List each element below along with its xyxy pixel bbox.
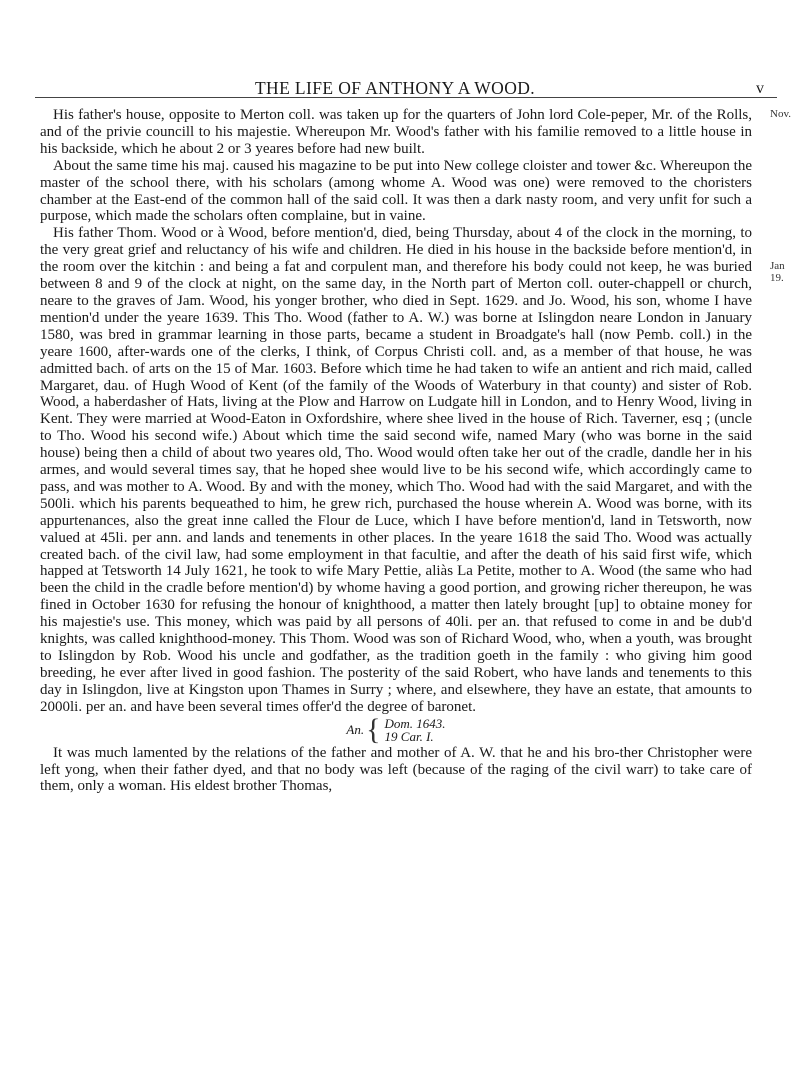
header-rule bbox=[35, 97, 777, 98]
margin-note-nov: Nov. bbox=[770, 108, 791, 120]
paragraph: It was much lamented by the relations of the father and mother of A. W. that he and his bro-ther Christopher were left yong, when their father dyed, and that no body was left (because of the raging of the civil warr) to take care of them, only a woman. His eldest brother Thomas, bbox=[40, 744, 752, 795]
body-text bbox=[40, 107, 752, 795]
running-title: THE LIFE OF ANTHONY A WOOD. bbox=[254, 78, 536, 98]
margin-note-jan: Jan 19. bbox=[770, 260, 785, 284]
year-heading-dom: Dom. 1643. bbox=[384, 715, 446, 731]
paragraph: His father Thom. Wood or à Wood, before mention'd, died, being Thursday, about 4 of the clock in the morning, to the very great grief and reluctancy of his wife and children. He died in his house in the backside before mention'd, in the room over the kitchin : and being a fat and corpulent man, and therefore his body could not keep, he was buried between 8 and 9 of the clock at night, on the same day, in the North part of Merton coll. outer-chappell or church, neare to the graves of Jam. Wood, his yonger brother, who died in Sept. 1629. and Jo. Wood, his son, whome I have mention'd under the yeare 1639. This Tho. Wood (father to A. W.) was borne at Islingdon neare London in January 1580, was bred in grammar learning in those parts, became a student in Broadgate's hall (now Pemb. coll.) in the yeare 1600, after-wards one of the clerks, I think, of Corpus Christi coll. and, as a member of that house, he was admitted bach. of arts on the 15 of Mar. 1603. Before which time he had taken to wife an antient and rich maid, called Margaret, dau. of Hugh Wood of Kent (of the family of the Woods of Waterbury in that county) and sister of Rob. Wood, a haberdasher of Hats, living at the Plow and Harrow on Ludgate hill in London, and to Henry Wood, living in Kent. They were married at Wood-Eaton in Oxfordshire, where shee lived in the house of Rich. Taverner, esq ; (uncle to Tho. Wood his second wife.) About which time the said second wife, named Mary (who was borne in the said house) being then a child of about two yeares old, Tho. Wood would often take her out of the cradle, dandle her in his armes, and would several times say, that he hoped shee would live to be his second wife, which accordingly came to pass, and was mother to A. Wood. By and with the money, which Tho. Wood had with the said Margaret, and with the 500li. which his parents bequeathed to him, he grew rich, purchased the house wherein A. Wood was borne, with its appurtenances, also the great inne called the Flour de Luce, which I have before mention'd, land in Tetsworth, now valued at 45li. per ann. and lands and tenements in other places. In the yeare 1618 the said Tho. Wood was actually created bach. of the civil law, had some employment in that facultie, and after the death of his said first wife, which happed at Tetsworth 14 July 1621, he took to wife Mary Pettie, aliàs La Petite, mother to A. Wood (the same who had been the child in the cradle before mention'd) by whome having a good portion, and growing richer thereupon, he was fined in October 1630 for refusing the honour of knighthood, a matter then lately brought [up] to obtaine money for his majestie's use. This money, which was paid by all persons of 40li. per an. that refused to come in and be dub'd knights, was called knighthood-money. This Thom. Wood was son of Richard Wood, who, when a youth, was brought to Islingdon by Rob. Wood his uncle and godfather, as the tradition goeth in the family : who giving him good breeding, he ever after lived in good fashion. The posterity of the said Robert, who have lands and tenements to this day in Islingdon, live at Kingston upon Thames in Surry ; where, and elsewhere, they have an estate, that amounts to 2000li. per an. and have been several times offer'd the degree of baronet. bbox=[40, 225, 752, 715]
year-heading-car: 19 Car. I. bbox=[384, 728, 434, 744]
year-heading-label: An. bbox=[346, 722, 365, 738]
year-heading-lines bbox=[385, 717, 446, 743]
year-heading bbox=[40, 712, 752, 746]
brace-icon: { bbox=[366, 712, 381, 746]
paragraph: About the same time his maj. caused his magazine to be put into New college cloister and tower &c. Whereupon the master of the school there, with his scholars (among whome A. Wood was one) were removed to the choristers chamber at the East-end of the common hall of the said coll. It was then a dark nasty room, and very unfit for such a purpose, which made the scholars often complaine, but in vaine. bbox=[40, 157, 752, 225]
paragraph: His father's house, opposite to Merton coll. was taken up for the quarters of John lord Cole-peper, Mr. of the Rolls, and of the privie councill to his majestie. Whereupon Mr. Wood's father with his familie removed to a little house in his backside, which he about 2 or 3 yeares before had new built. bbox=[40, 107, 752, 157]
page-number: v bbox=[756, 80, 764, 97]
